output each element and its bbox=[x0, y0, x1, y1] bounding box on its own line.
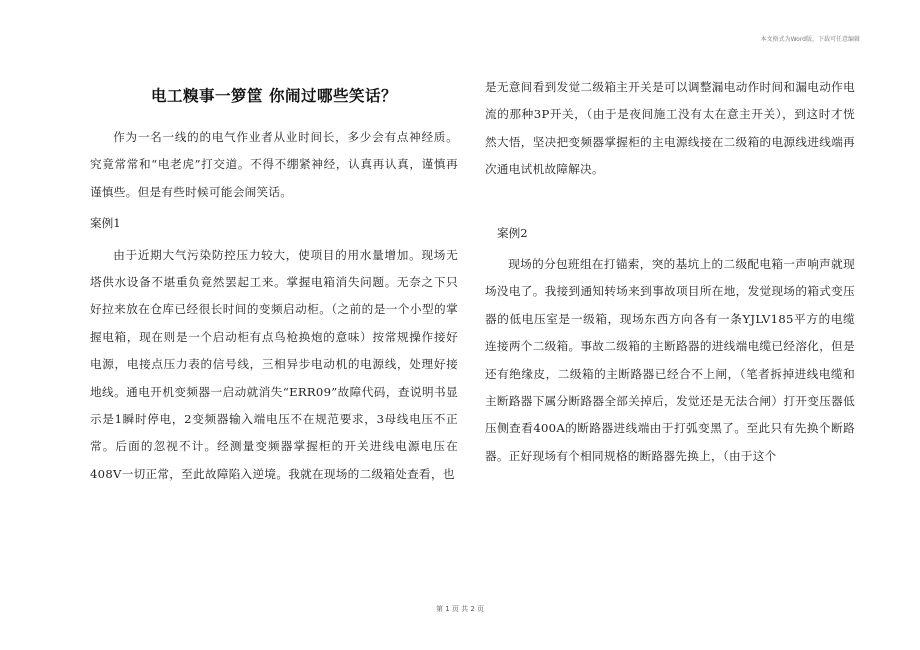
intro-paragraph: 作为一名一线的的电气作业者从业时间长，多少会有点神经质。究竟常常和“电老虎”打交道。不得不绷紧神经，认真再认真，谨慎再谨慎些。但是有些时候可能会闹笑话。 bbox=[90, 130, 458, 199]
right-column bbox=[485, 74, 855, 470]
left-column bbox=[90, 74, 458, 488]
case1-heading: 案例1 bbox=[90, 216, 121, 231]
format-notice: 本文格式为Word版，下载可任意编辑 bbox=[760, 36, 860, 43]
case2-paragraph: 现场的分包班组在打锚索，突的基坑上的二级配电箱一声响声就现场没电了。我接到通知转场来到事故项目所在地，发觉现场的箱式变压器的低电压室是一级箱，现场东西方向各有一条YJLV185平方的电缆连接两个二级箱。事故二级箱的主断路器的进线端电缆已经溶化，但是还有绝缘皮，二级箱的主断路器已经合不上闸，（笔者拆掉进线电缆和主断路器下属分断路器全部关掉后，发觉还是无法合闸）打开变压器低压侧查看400A的断路器进线端由于打弧变黑了。至此只有先换个断路器。正好现场有个相同规格的断路器先换上，（由于这个 bbox=[485, 257, 855, 463]
case2-heading: 案例2 bbox=[497, 225, 528, 240]
page-number-footer: 第 1 页 共 2 页 bbox=[435, 605, 485, 613]
case1-paragraph: 由于近期大气污染防控压力较大，使项目的用水量增加。现场无塔供水设备不堪重负竟然罢起工来。掌握电箱消失问题。无奈之下只好拉来放在仓库已经很长时间的变频启动柜。（之前的是一个小型的掌握电箱，现在则是一个启动柜有点鸟枪换炮的意味）按常规操作接好电源，电接点压力表的信号线，三相异步电动机的电源线，处理好接地线。通电开机变频器一启动就消失“ERR09”故障代码，查说明书显示是1瞬时停电，2变频器输入端电压不在规范要求，3母线电压不正常。后面的忽视不计。经测量变频器掌握柜的开关进线电源电压在408V一切正常，至此故障陷入逆境。我就在现场的二级箱处查看，也 bbox=[90, 247, 458, 481]
page-title: 电工糗事一箩筐 你闹过哪些笑话？ bbox=[151, 87, 397, 105]
case1-continuation-paragraph: 是无意间看到发觉二级箱主开关是可以调整漏电动作时间和漏电动作电流的那种3P开关，（由于是夜间施工没有太在意主开关），到这时才恍然大悟，坚决把变频器掌握柜的主电源线接在二级箱的电源线进线端再次通电试机故障解决。 bbox=[485, 80, 855, 177]
